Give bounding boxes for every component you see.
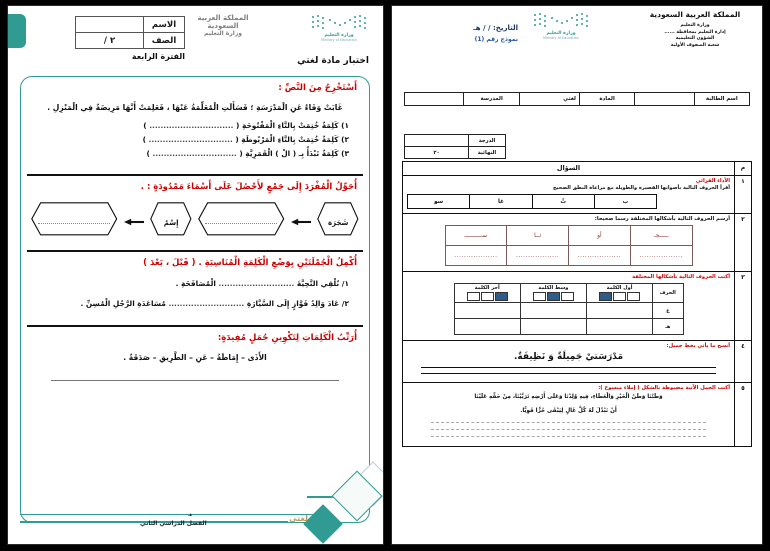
item-answer-blank[interactable]: ........................... (218, 279, 295, 288)
footer-subject: لغتي (289, 514, 308, 523)
shape-answer-cell[interactable]: .................. (630, 246, 692, 266)
letter-label: هـ (653, 319, 683, 335)
question-number: ٤ (735, 341, 752, 383)
item-text: كَلِمَةٌ خُتِمَتْ بِالتَّاءِ الْمَرْبُوطَةِ ( (235, 135, 339, 144)
item-number: ١/ (341, 279, 349, 288)
emblem-subtext: وزارة التعليم (203, 30, 243, 37)
worksheet-page-left (8, 6, 383, 544)
grade-label: الصف (144, 33, 185, 49)
logo-dots-icon (530, 12, 592, 30)
col-end-label: آخر الكلمة (474, 285, 500, 291)
position-indicator-start (589, 292, 650, 301)
item-text: كَلِمَةٌ تَبْدَأُ بِـ ( الْ ) الْقَمَرِيَّةِ ( (239, 149, 339, 158)
org-line: الشؤون التعليمية (675, 36, 715, 42)
item-number: ٢) (341, 135, 349, 144)
item-close: ) (142, 135, 146, 144)
page-gutter (384, 0, 392, 551)
table-header-row (403, 162, 752, 176)
word-hexagon (150, 202, 192, 244)
section1-passage: غَابَتْ وَفَاءُ عَنِ الْمَدْرَسَةِ ؛ فَسَأَلَتِ الْمُعَلِّمَةُ عَنْهَا ، فَعَلِمَتْ أَنَّهَا مَرِيضَةٌ فِي الْمَنْزِلِ . (47, 103, 343, 112)
shape-answer-cell[interactable]: .................. (445, 246, 507, 266)
section3-prompt: أُكْمِلُ الْجُمْلَتَيْنِ بِوَضْعِ الْكَلِمَةِ الْمُنَاسِبَةِ . ( قَبْلَ ، بَعْدَ ) (143, 258, 357, 268)
letter-cell: سو (408, 195, 470, 209)
item-number: ٢/ (341, 299, 349, 308)
org-lines (640, 23, 750, 50)
table-row (403, 176, 752, 214)
school-label: المدرسة (464, 93, 520, 106)
question-subtitle: أقرأ الحروف التالية بأصواتها القصيرة والطويلة مع مراعاة النطق الصحيح (553, 185, 730, 191)
col-start-header (586, 284, 652, 303)
item-text-end: مُسَاعَدَةِ الرَّجُلِ الْمُسِنِّ . (80, 299, 166, 308)
grade-row-value: ٢٠ (405, 147, 469, 159)
copy-sentence: مَدْرَسَتيْ جَمِيلَةٌ وَ نَظِيفَةٌ. (513, 352, 624, 362)
col-middle-label: وسط الكلمة (538, 285, 569, 291)
teal-tab-decoration (8, 14, 26, 48)
word-hexagon (317, 202, 359, 244)
table-row (403, 214, 752, 272)
name-label: الاسم (144, 17, 185, 33)
item-text-end: الْمُصَافَحَةِ . (175, 279, 216, 288)
item-answer-blank[interactable]: ........................... (168, 299, 245, 308)
section4-answer-line[interactable] (51, 380, 339, 381)
answer-hexagon[interactable] (198, 202, 285, 244)
date-label: التاريخ: / / هـ (473, 24, 518, 32)
frame-left (0, 0, 8, 551)
subject-label: المادة (579, 93, 634, 106)
grade-table (404, 134, 506, 159)
item-answer-blank[interactable]: .............................. (148, 135, 233, 144)
section2-prompt: أُحَوِّلُ الْمُفْرَدَ إِلَى جَمْعٍ لأَحْصُلَ عَلَى أَسْمَاءَ مَمْدُودَةٍ : . (140, 182, 357, 192)
school-value[interactable] (405, 93, 464, 106)
table-header-row (454, 284, 683, 303)
student-name-label: اسم الطالبة (694, 93, 749, 106)
question-box (20, 76, 370, 523)
answer-cell[interactable] (586, 303, 652, 319)
right-page-header (392, 6, 762, 78)
footer-rule-top (20, 514, 320, 515)
question-title: الأداء القرائي (695, 178, 730, 184)
ministry-name-en: Ministry of Education (321, 38, 357, 42)
col-question-header: السؤال (403, 162, 735, 176)
position-indicator-middle (523, 292, 584, 301)
section4-prompt: أُرَتِّبُ الْكَلِمَاتِ لِتَكْوِينِ جُمَلٍ مُفِيدَةٍ: (217, 333, 357, 343)
answer-hexagon[interactable] (31, 202, 118, 244)
kingdom-emblem-left (196, 14, 250, 37)
word-text: إِسْمٌ (163, 219, 179, 227)
answer-cell[interactable] (454, 303, 520, 319)
org-line: إدارة التعليم بمحافظة ...... (664, 29, 726, 35)
shape-cell: ثــا (507, 226, 569, 246)
exam-date (408, 24, 518, 43)
name-value[interactable] (76, 17, 144, 33)
section4-words: الأَذَى – إِمَاطَةُ – عَنِ – الطَّرِيقِ – صَدَقَةٌ . (123, 353, 267, 362)
table-row (408, 195, 657, 209)
question-title: أنسخ ما يأتي بخط جميل: (666, 343, 730, 349)
subject-value[interactable]: لغتي (519, 93, 579, 106)
section1-prompt: أَسْتَخْرِجُ مِنَ النَّصِّ : (278, 83, 357, 93)
page-title: اختبار مادة لغتي (297, 56, 369, 66)
question-cell (403, 272, 735, 341)
period-label: الفترة الرابعة (131, 52, 185, 61)
table-row (405, 135, 506, 147)
item-answer-blank[interactable]: .............................. (152, 149, 237, 158)
emblem-text: المملكة العربية السعودية (197, 14, 249, 30)
letter-cell: غا (470, 195, 532, 209)
writing-line[interactable] (431, 429, 706, 430)
col-letter-label: الحرف (659, 290, 676, 296)
dictation-line-2: أَنْ نَبْذُلَ لَهُ كُلَّ غَالٍ لِيَبْقَى حُرًّا قَوِيًّا. (520, 407, 617, 414)
grade-row-label: النهائية (469, 147, 506, 159)
grade-row-value[interactable] (405, 135, 469, 147)
word-text: شَجَرَة (327, 219, 349, 227)
item-close: ) (146, 149, 150, 158)
org-line: شعبة الصفوف الأولية (670, 42, 720, 48)
writing-line[interactable] (431, 422, 706, 423)
table-row (405, 147, 506, 159)
question-title: أكتب الجمل الآتية مضبوطة بالشكل ( إملاء منسوخ ): (598, 385, 730, 391)
table-row (445, 226, 692, 246)
question-cell (403, 341, 735, 383)
ministry-name-en: Ministry of Education (543, 36, 579, 40)
org-line: وزارة التعليم (680, 23, 710, 28)
frame-right (762, 0, 770, 551)
arrow-left-icon (124, 218, 145, 228)
table-row (454, 303, 683, 319)
arrow-left-icon (291, 218, 312, 228)
answer-blank[interactable] (38, 223, 110, 224)
writing-line[interactable] (431, 436, 706, 437)
page-footer-left (20, 512, 368, 534)
question-number: ٥ (735, 383, 752, 447)
table-row (405, 93, 750, 106)
table-row (403, 272, 752, 341)
student-info-table (404, 92, 750, 106)
worksheet-page-right (392, 6, 762, 544)
question-cell (403, 214, 735, 272)
col-middle-header (520, 284, 586, 303)
answer-cell[interactable] (520, 319, 586, 335)
letter-label: غ (653, 303, 683, 319)
table-row (403, 341, 752, 383)
footer-tiny: هـ (188, 512, 193, 518)
shape-cell: أو (569, 226, 631, 246)
col-number-header: م (735, 162, 752, 176)
question-number: ٢ (735, 214, 752, 272)
letter-cell: ب (594, 195, 656, 209)
question-title: أرسم الحروف التالية بأشكالها المختلفة رسما صحيحا: (594, 216, 730, 222)
shape-answer-cell[interactable]: .................. (507, 246, 569, 266)
letter-positions-table (454, 283, 684, 335)
table-row (403, 383, 752, 447)
footer-term: الفصل الدراسي الثاني (140, 520, 207, 527)
writing-line[interactable] (421, 373, 716, 374)
position-indicator-end (457, 292, 518, 301)
plural-conversion-row (21, 194, 369, 250)
item-number: ١) (341, 121, 349, 130)
question-number: ١ (735, 176, 752, 214)
col-start-label: أول الكلمة (606, 285, 633, 291)
question-number: ٣ (735, 272, 752, 341)
list-item (21, 116, 369, 130)
table-row (76, 33, 185, 49)
logo-dots-icon (308, 14, 370, 32)
student-id-table (75, 16, 185, 49)
ministry-logo-left (308, 14, 370, 48)
emblem-text: المملكة العربية السعودية (649, 10, 741, 19)
ministry-name-ar: وزارة التعليم (546, 31, 576, 36)
ministry-name-ar: وزارة التعليم (324, 33, 354, 38)
answer-cell[interactable] (454, 319, 520, 335)
answer-cell[interactable] (520, 303, 586, 319)
dictation-line-1: وَطَنُنَا وَطَنُ الْخَيْرِ وَالْعَطَاءِ، فِيهِ وُلِدْنَا وَعَلَى أَرْضِهِ تَرَبَّيْنَا، مِنْ حَقِّهِ عَلَيْنَا (474, 394, 663, 400)
shape-answer-cell[interactable]: .................. (569, 246, 631, 266)
student-name-value[interactable] (635, 93, 694, 106)
grade-row-label: الدرجة (469, 135, 506, 147)
item-text-start: نُلْقِي التَّحِيَّةَ (296, 279, 340, 288)
grade-value[interactable]: ٢ / (76, 33, 144, 49)
list-item (21, 288, 369, 308)
table-row (445, 246, 692, 266)
col-letter-header (653, 284, 683, 303)
shape-cell: ســــــــــ (445, 226, 507, 246)
question-cell (403, 383, 735, 447)
table-row (76, 17, 185, 33)
item-text-start: عَادَ وَالِدُ فَوَّازٍ إِلَى السَّيَّارَةِ (246, 299, 340, 308)
model-number: نموذج رقم (1) (474, 36, 518, 43)
col-end-header (454, 284, 520, 303)
kingdom-emblem-right (640, 10, 750, 50)
questions-table (402, 161, 752, 447)
writing-line[interactable] (421, 367, 716, 368)
question-cell (403, 176, 735, 214)
answer-cell[interactable] (586, 319, 652, 335)
question-title: أكتب الحروف التالية بأشكالها المختلفة (632, 274, 730, 280)
list-item (21, 270, 369, 288)
letter-shapes-table (445, 225, 693, 266)
shape-cell: ـــــجـ (630, 226, 692, 246)
item-close: ) (143, 121, 147, 130)
item-answer-blank[interactable]: .............................. (149, 121, 234, 130)
list-item (21, 144, 369, 158)
reading-letters-table (407, 194, 657, 209)
item-number: ٣) (341, 149, 349, 158)
list-item (21, 130, 369, 144)
item-text: كَلِمَةٌ خُتِمَتْ بِالتَّاءِ الْمَفْتُوحَةِ ( (236, 121, 339, 130)
answer-blank[interactable] (205, 223, 277, 224)
ministry-logo-right (530, 12, 592, 46)
letter-cell: ثُ (532, 195, 594, 209)
table-row (454, 319, 683, 335)
